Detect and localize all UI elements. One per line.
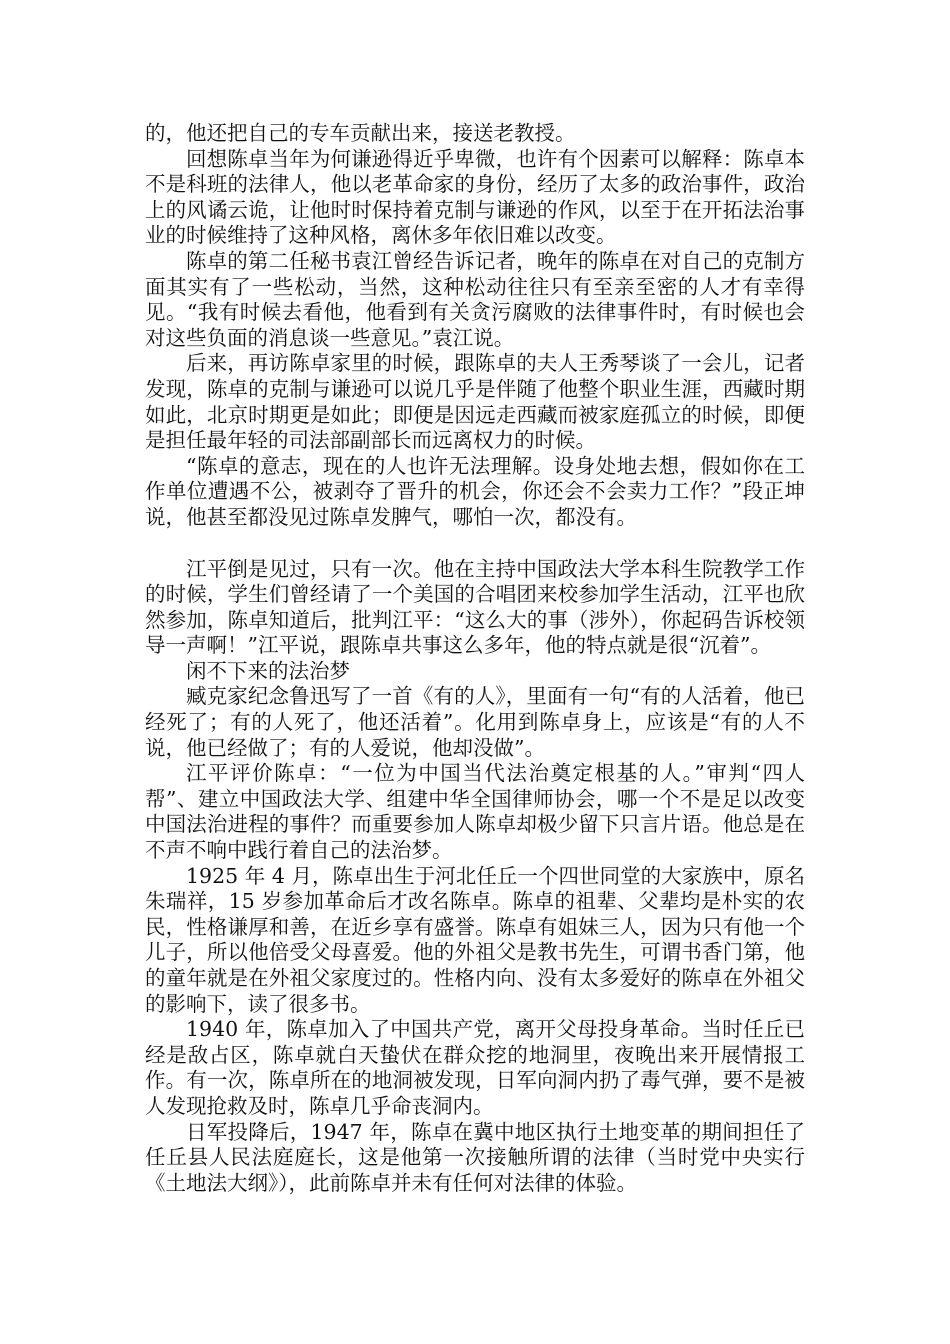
paragraph: 后来，再访陈卓家里的时候，跟陈卓的夫人王秀琴谈了一会儿，记者发现，陈卓的克制与谦逊可以说几乎是伴随了他整个职业生涯，西藏时期如此，北京时期更是如此；即便是因远走西藏而被家庭孤立的时候，即便是担任最年轻的司法部副部长而远离权力的时候。 [145, 351, 805, 453]
paragraph-continuation: 的，他还把自己的专车贡献出来，接送老教授。 [145, 121, 576, 145]
paragraph: 回想陈卓当年为何谦逊得近乎卑微，也许有个因素可以解释：陈卓本不是科班的法律人，他以老革命家的身份，经历了太多的政治事件，政治上的风谲云诡，让他时时保持着克制与谦逊的作风，以至于在开拓法治事业的时候维持了这种风格，离休多年依旧难以改变。 [145, 146, 805, 248]
paragraph: 1925 年 4 月，陈卓出生于河北任丘一个四世同堂的大家族中，原名朱瑞祥，15 岁参加革命后才改名陈卓。陈卓的祖辈、父辈均是朴实的农民，性格谦厚和善，在近乡享有盛誉。陈卓有姐妹三人，因为只有他一个儿子，所以他倍受父母喜爱。他的外祖父是教书先生，可谓书香门第，他的童年就是在外祖父家度过的。性格内向、没有太多爱好的陈卓在外祖父的影响下，读了很多书。 [145, 863, 805, 1016]
paragraph: 日军投降后，1947 年，陈卓在冀中地区执行土地变革的期间担任了任丘县人民法庭庭长，这是他第一次接触所谓的法律（当时党中央实行《土地法大纲》），此前陈卓并未有任何对法律的体验。 [145, 1119, 805, 1195]
paragraph: “陈卓的意志，现在的人也许无法理解。设身处地去想，假如你在工作单位遭遇不公，被剥夺了晋升的机会，你还会不会卖力工作？”段正坤说，他甚至都没见过陈卓发脾气，哪怕一次，都没有。 [145, 453, 805, 529]
paragraph: 江平倒是见过，只有一次。他在主持中国政法大学本科生院教学工作的时候，学生们曾经请了一个美国的合唱团来校参加学生活动，江平也欣然参加，陈卓知道后，批判江平：“这么大的事（涉外），你起码告诉校领导一声啊！”江平说，跟陈卓共事这么多年，他的特点就是很“沉着”。 [145, 556, 805, 658]
section-heading: 闲不下来的法治梦 [186, 658, 350, 683]
paragraph: 江平评价陈卓：“一位为中国当代法治奠定根基的人。”审判“四人帮”、建立中国政法大学、组建中华全国律师协会，哪一个不是足以改变中国法治进程的事件？而重要参加人陈卓却极少留下只言片语。他总是在不声不响中践行着自己的法治梦。 [145, 761, 805, 863]
paragraph: 1940 年，陈卓加入了中国共产党，离开父母投身革命。当时任丘已经是敌占区，陈卓就白天蛰伏在群众挖的地洞里，夜晚出来开展情报工作。有一次，陈卓所在的地洞被发现，日军向洞内扔了毒气弹，要不是被人发现抢救及时，陈卓几乎命丧洞内。 [145, 1017, 805, 1118]
paragraph: 陈卓的第二任秘书袁江曾经告诉记者，晚年的陈卓在对自己的克制方面其实有了一些松动，当然，这种松动往往只有至亲至密的人才有幸得见。“我有时候去看他，他看到有关贪污腐败的法律事件时，有时候也会对这些负面的消息谈一些意见。”袁江说。 [145, 248, 805, 350]
paragraph: 臧克家纪念鲁迅写了一首《有的人》，里面有一句“有的人活着，他已经死了；有的人死了，他还活着”。化用到陈卓身上，应该是“有的人不说，他已经做了；有的人爱说，他却没做”。 [145, 684, 805, 760]
article-body [145, 121, 805, 1196]
